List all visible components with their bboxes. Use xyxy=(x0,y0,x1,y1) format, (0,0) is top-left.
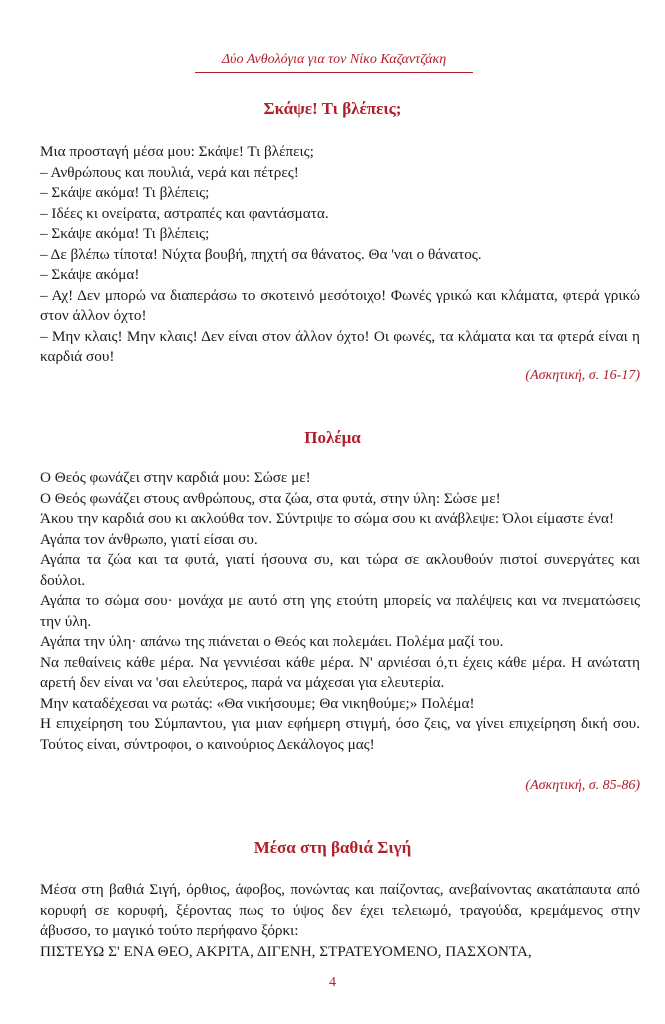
citation-2: (Ασκητική, σ. 85-86) xyxy=(525,778,640,793)
paragraph: Ο Θεός φωνάζει στην καρδιά μου: Σώσε με! xyxy=(40,469,311,486)
paragraph: Μια προσταγή μέσα μου: Σκάψε! Τι βλέπεις; xyxy=(40,143,314,160)
paragraph: ΠΙΣΤΕΥΩ Σ' ΕΝΑ ΘΕΟ, ΑΚΡΙΤΑ, ΔΙΓΕΝΗ, ΣΤΡΑΤΕΥΟΜΕΝΟ, ΠΑΣΧΟΝΤΑ, xyxy=(40,942,532,960)
section-title-1: Σκάψε! Τι βλέπεις; xyxy=(263,99,402,118)
paragraph: Αγάπα τον άνθρωπο, γιατί είσαι συ. xyxy=(40,530,258,548)
paragraph: Άκου την καρδιά σου κι ακλούθα τον. Σύντριψε το σώμα σου κι ανάβλεψε: Όλοι είμαστε ένα! xyxy=(40,510,614,527)
section-2-text xyxy=(40,468,640,755)
section-1-text xyxy=(40,142,640,368)
paragraph: – Αχ! Δεν μπορώ να διαπεράσω το σκοτεινό μεσότοιχο! Φωνές γρικώ και κλάματα, φτερά γρικώ στον άλλον όχτο! xyxy=(40,286,640,324)
running-header: Δύο Ανθολόγια για τον Νίκο Καζαντζάκη xyxy=(195,52,473,73)
paragraph: – Ανθρώπους και πουλιά, νερά και πέτρες! xyxy=(40,163,299,181)
section-title-3: Μέσα στη βαθιά Σιγή xyxy=(253,838,412,857)
paragraph: Να πεθαίνεις κάθε μέρα. Να γεννιέσαι κάθε μέρα. Ν' αρνιέσαι ό,τι έχεις κάθε μέρα. Η ανώτατη αρετή δεν είναι να 'σαι ελεύτερος, παρά να μάχεσαι για ελευτερία. xyxy=(40,653,640,691)
paragraph: Αγάπα το σώμα σου· μονάχα με αυτό στη γης ετούτη μπορείς να παλέψεις και να πνεματώσεις την ύλη. xyxy=(40,592,640,630)
citation-1: (Ασκητική, σ. 16-17) xyxy=(525,368,640,383)
page-number: 4 xyxy=(329,975,336,990)
paragraph: – Σκάψε ακόμα! xyxy=(40,266,140,283)
paragraph: Μέσα στη βαθιά Σιγή, όρθιος, άφοβος, πονώντας και παίζοντας, ανεβαίνοντας ακατάπαυτα από κορυφή σε κορυφή, ξέροντας πως το ύψος δεν έχει τελειωμό, τραγούδα, κρεμάμενος στην άβυσσο, το μαγικό τούτο περήφανο ξόρκι: xyxy=(40,881,640,939)
paragraph: Μην καταδέχεσαι να ρωτάς: «Θα νικήσουμε; Θα νικηθούμε;» Πολέμα! xyxy=(40,694,475,712)
paragraph: Ο Θεός φωνάζει στους ανθρώπους, στα ζώα, στα φυτά, στην ύλη: Σώσε με! xyxy=(40,489,501,507)
section-3-text xyxy=(40,880,640,962)
paragraph: Αγάπα την ύλη· απάνω της πιάνεται ο Θεός και πολεμάει. Πολέμα μαζί του. xyxy=(40,633,504,650)
paragraph: – Μην κλαις! Μην κλαις! Δεν είναι στον άλλον όχτο! Οι φωνές, τα κλάματα και τα φτερά είναι η καρδιά σου! xyxy=(40,327,640,365)
paragraph: Αγάπα τα ζώα και τα φυτά, γιατί ήσουνα συ, και τώρα σε ακλουθούν πιστοί συνεργάτες και δούλοι. xyxy=(40,551,640,589)
paragraph: – Δε βλέπω τίποτα! Νύχτα βουβή, πηχτή σα θάνατος. Θα 'ναι ο θάνατος. xyxy=(40,245,482,263)
paragraph: Η επιχείρηση του Σύμπαντου, για μιαν εφήμερη στιγμή, όσο ζεις, να γίνει επιχείρηση δική σου. Τούτος είναι, σύντροφοι, ο καινούριος Δεκάλογος μας! xyxy=(40,715,640,753)
paragraph: – Σκάψε ακόμα! Τι βλέπεις; xyxy=(40,184,210,201)
paragraph: – Ιδέες κι ονείρατα, αστραπές και φαντάσματα. xyxy=(40,204,329,222)
section-title-2: Πολέμα xyxy=(304,428,361,447)
paragraph: – Σκάψε ακόμα! Τι βλέπεις; xyxy=(40,225,210,242)
